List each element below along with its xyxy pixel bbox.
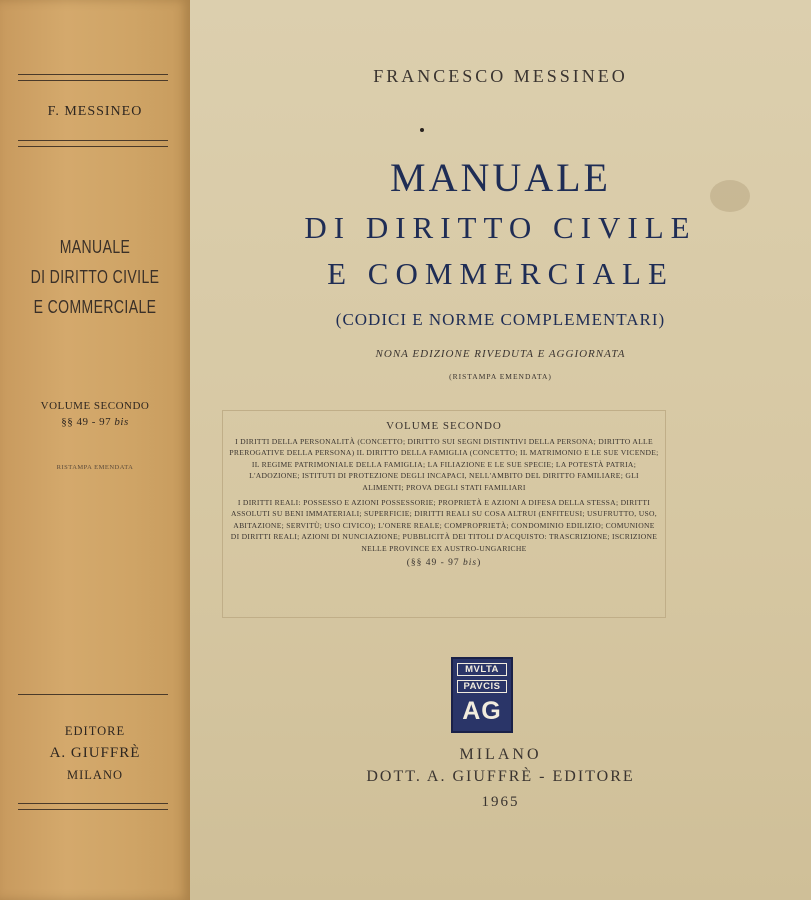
cover-publisher: DOTT. A. GIUFFRÈ - EDITORE [366,768,635,785]
cover-city: MILANO [459,746,542,763]
contents-part-1: I DIRITTI DELLA PERSONALITÀ (CONCETTO; DIRITTO SUI SEGNI DISTINTIVI DELLA PERSONA; DIRITTO ALLE PREROGATIVE DELLA PERSONA) IL DIRITTO DELLA FAMIGLIA (CONCETTO; IL MATRIMONIO E LE SUE VICENDE; IL REGIME PATRIMONIALE DELLA FAMIGLIA; LA FILIAZIONE E LE SUE SPECIE; LA POTESTÀ PATRIA; L'ADOZIONE; ISTITUTI DI PROTEZIONE DEGLI INCAPACI, NELL'AMBITO DEL DIRITTO FAMILIARE; GLI ALIMENTI; PROVA DEGLI STATI FAMILIARI [229,437,659,492]
logo-word-2: PAVCIS [457,680,507,693]
spine-volume-range [0,414,190,430]
front-cover [190,0,811,900]
contents-heading: VOLUME SECONDO [386,420,502,432]
cover-subtitle-paren: (CODICI E NORME COMPLEMENTARI) [335,310,666,329]
spine-rule-bottom-2 [18,803,168,804]
spine-author: F. MESSINEO [47,104,143,119]
spine-reprint: RISTAMPA EMENDATA [56,464,134,471]
spine-city: MILANO [67,768,123,782]
book-spine [0,0,190,900]
cover-author: FRANCESCO MESSINEO [373,66,628,86]
cover-subtitle-1: DI DIRITTO CIVILE [304,210,697,245]
cover-year: 1965 [481,794,520,810]
cover-reprint: (RISTAMPA EMENDATA) [449,372,552,381]
spine-title-line-2: DI DIRITTO CIVILE [30,267,160,287]
spine-rule-top-1 [18,74,168,75]
spine-volume-label: VOLUME SECONDO [40,400,150,412]
cover-edition: NONA EDIZIONE RIVEDUTA E AGGIORNATA [375,348,626,360]
logo-word-1: MVLTA [457,663,507,676]
contents-range [229,558,659,569]
contents-range-text: (§§ 49 - 97 [406,558,460,569]
contents-range-suffix: bis [463,558,478,569]
spine-rule-bottom-3 [18,809,168,810]
spine-publisher [0,720,190,786]
spine-publisher-label: EDITORE [64,724,126,738]
contents-part-2: I DIRITTI REALI: POSSESSO E AZIONI POSSESSORIE; PROPRIETÀ E AZIONI A DIFESA DELLA STESSA; DIRITTI ASSOLUTI SU BENI IMMATERIALI; SUPERFICIE; DIRITTI REALI SU COSA ALTRUI (ENFITEUSI; USUFRUTTO, USO, ABITAZIONE; SERVITÙ; USO CIVICO); L'ONERE REALE; COMPROPRIETÀ; CONDOMINIO EDILIZIO; COMUNIONE DI DIRITTI REALI; AZIONI DI NUNCIAZIONE; PUBBLICITÀ DEI TITOLI D'ACQUISTO: TRASCRIZIONE; ISCRIZIONE NELLE PROVINCE EX AUSTRO-UNGARICHE [230,498,658,553]
publisher-logo [451,657,513,733]
spine-volume [0,398,190,430]
contents-box [222,410,666,618]
spine-publisher-name: A. GIUFFRÈ [49,745,141,761]
logo-monogram: AG [462,697,502,725]
spine-rule-top-2 [18,80,168,81]
spine-range-text: §§ 49 - 97 [61,416,112,428]
spine-rule-mid-2 [18,146,168,147]
spine-rule-mid-1 [18,140,168,141]
ink-spot [420,128,424,132]
spine-range-suffix: bis [114,416,129,428]
spine-title-line-3: E COMMERCIALE [33,297,157,317]
contents-range-close: ) [477,558,482,569]
spine-title [21,232,169,322]
cover-title: MANUALE [390,155,611,200]
spine-title-line-1: MANUALE [59,237,131,257]
cover-subtitle-2: E COMMERCIALE [327,256,674,291]
spine-rule-bottom-1 [18,694,168,695]
